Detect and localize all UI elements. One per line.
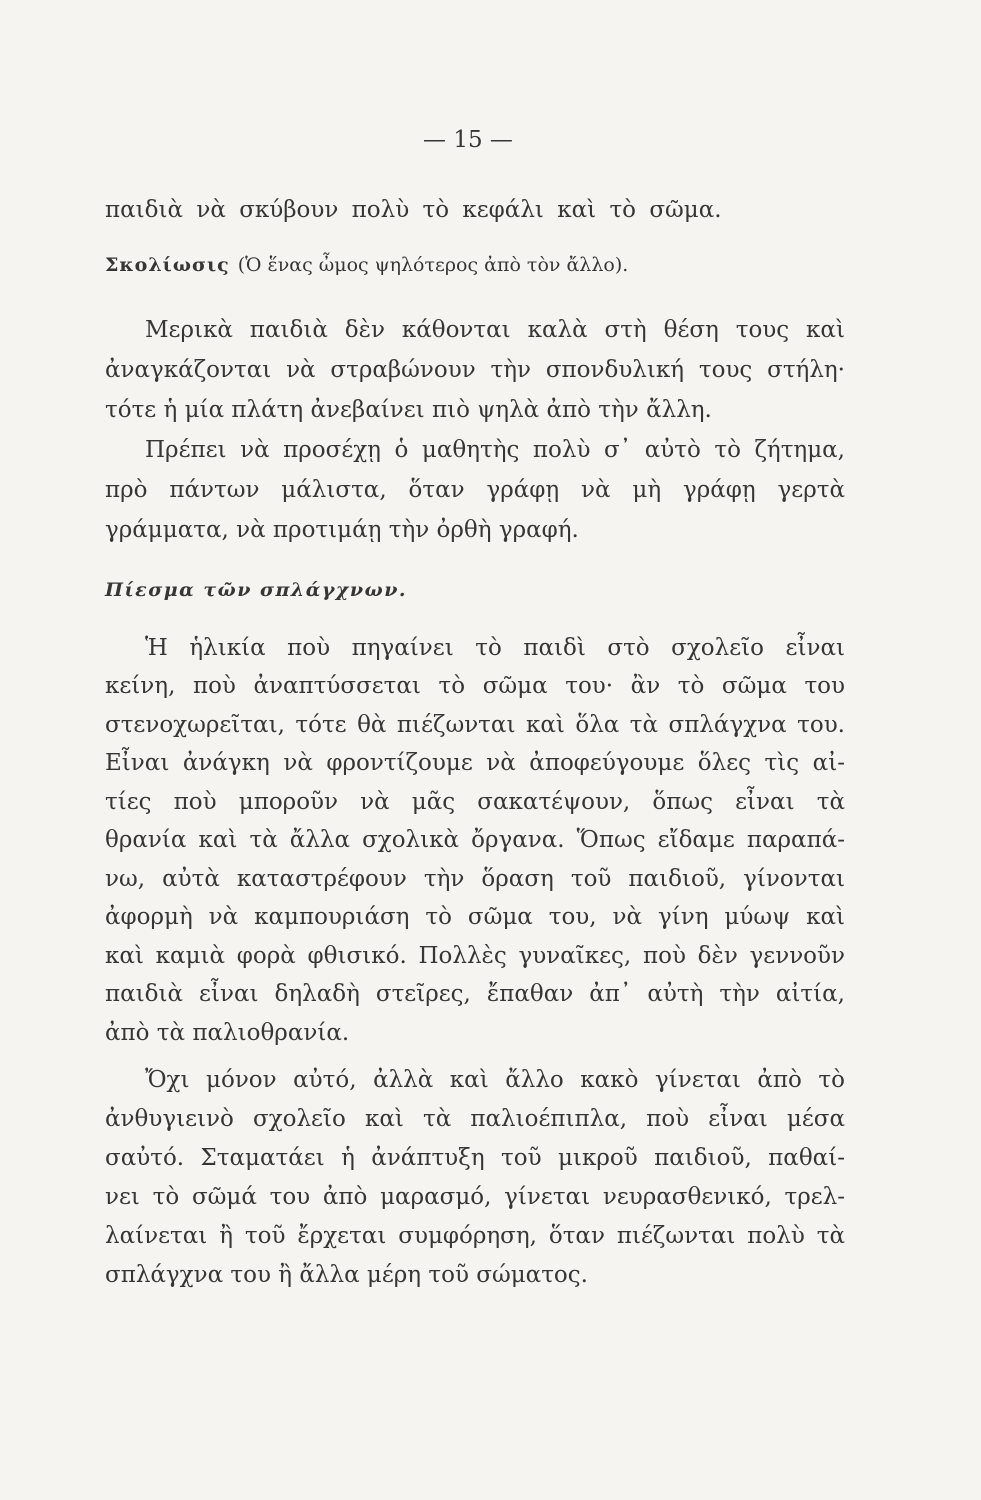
paragraph-line: Μερικὰ παιδιὰ δὲν κάθονται καλὰ στὴ θέση τους καὶ (145, 317, 845, 343)
paragraph-line: Ὄχι μόνον αὐτό, ἀλλὰ καὶ ἄλλο κακὸ γίνεται ἀπὸ τὸ (145, 1067, 845, 1093)
paragraph-line: Εἶναι ἀνάγκη νὰ φροντίζουμε νὰ ἀποφεύγουμε ὅλες τὶς αἰ- (105, 750, 845, 776)
section-heading-scoliosis (105, 245, 628, 285)
paragraph-line: πρὸ πάντων μάλιστα, ὅταν γράφῃ νὰ μὴ γράφῃ γερτὰ (105, 477, 845, 503)
paragraph-line: θρανία καὶ τὰ ἄλλα σχολικὰ ὄργανα. Ὅπως εἴδαμε παραπά- (105, 827, 845, 853)
paragraph-line: λαίνεται ἢ τοῦ ἔρχεται συμφόρηση, ὅταν πιέζωνται πολὺ τὰ (105, 1223, 845, 1249)
paragraph-line: καὶ καμιὰ φορὰ φθισικό. Πολλὲς γυναῖκες, ποὺ δὲν γεννοῦν (105, 943, 845, 969)
paragraph-line: παιδιὰ εἶναι δηλαδὴ στεῖρες, ἔπαθαν ἀπ᾽ αὐτὴ τὴν αἰτία, (105, 981, 845, 1007)
paragraph-line: Πρέπει νὰ προσέχῃ ὁ μαθητὴς πολὺ σ᾽ αὐτὸ τὸ ζήτημα, (145, 437, 845, 463)
section-heading-title: Σκολίωσις (105, 254, 230, 276)
page-number: — 15 — (423, 127, 513, 153)
paragraph-line: τίες ποὺ μποροῦν νὰ μᾶς σακατέψουν, ὅπως εἶναι τὰ (105, 789, 845, 815)
paragraph-line: γράμματα, νὰ προτιμάῃ τὴν ὀρθὴ γραφή. (105, 517, 579, 543)
paragraph-line: κείνη, ποὺ ἀναπτύσσεται τὸ σῶμα του· ἂν τὸ σῶμα του (105, 673, 845, 699)
paragraph-line: σαὐτό. Σταματάει ἡ ἀνάπτυξη τοῦ μικροῦ παιδιοῦ, παθαί- (105, 1145, 845, 1171)
section-heading-note: (Ὁ ἕνας ὦμος ψηλότερος ἀπὸ τὸν ἄλλο). (237, 254, 629, 276)
paragraph-line: νει τὸ σῶμά του ἀπὸ μαρασμό, γίνεται νευρασθενικό, τρελ- (105, 1184, 845, 1210)
paragraph-line: τότε ἡ μία πλάτη ἀνεβαίνει πιὸ ψηλὰ ἀπὸ τὴν ἄλλη. (105, 397, 712, 423)
paragraph-line: ἀφορμὴ νὰ καμπουριάση τὸ σῶμα του, νὰ γίνη μύωψ καὶ (105, 904, 845, 930)
paragraph-line: παιδιὰ νὰ σκύβουν πολὺ τὸ κεφάλι καὶ τὸ σῶμα. (105, 197, 722, 223)
paragraph-line: ἀναγκάζονται νὰ στραβώνουν τὴν σπονδυλική τους στήλη· (105, 357, 845, 383)
paragraph-line: ἀπὸ τὰ παλιοθρανία. (105, 1020, 350, 1046)
paragraph-line: σπλάγχνα του ἢ ἄλλα μέρη τοῦ σώματος. (105, 1262, 588, 1288)
section-heading-compression: Πίεσμα τῶν σπλάγχνων. (105, 579, 407, 601)
paragraph-line: ἀνθυγιεινὸ σχολεῖο καὶ τὰ παλιοέπιπλα, ποὺ εἶναι μέσα (105, 1106, 845, 1132)
paragraph-line: Ἡ ἡλικία ποὺ πηγαίνει τὸ παιδὶ στὸ σχολεῖο εἶναι (145, 635, 845, 661)
paragraph-line: νω, αὐτὰ καταστρέφουν τὴν ὅραση τοῦ παιδιοῦ, γίνονται (105, 866, 845, 892)
paragraph-line: στενοχωρεῖται, τότε θὰ πιέζωνται καὶ ὅλα τὰ σπλάγχνα του. (105, 712, 845, 738)
